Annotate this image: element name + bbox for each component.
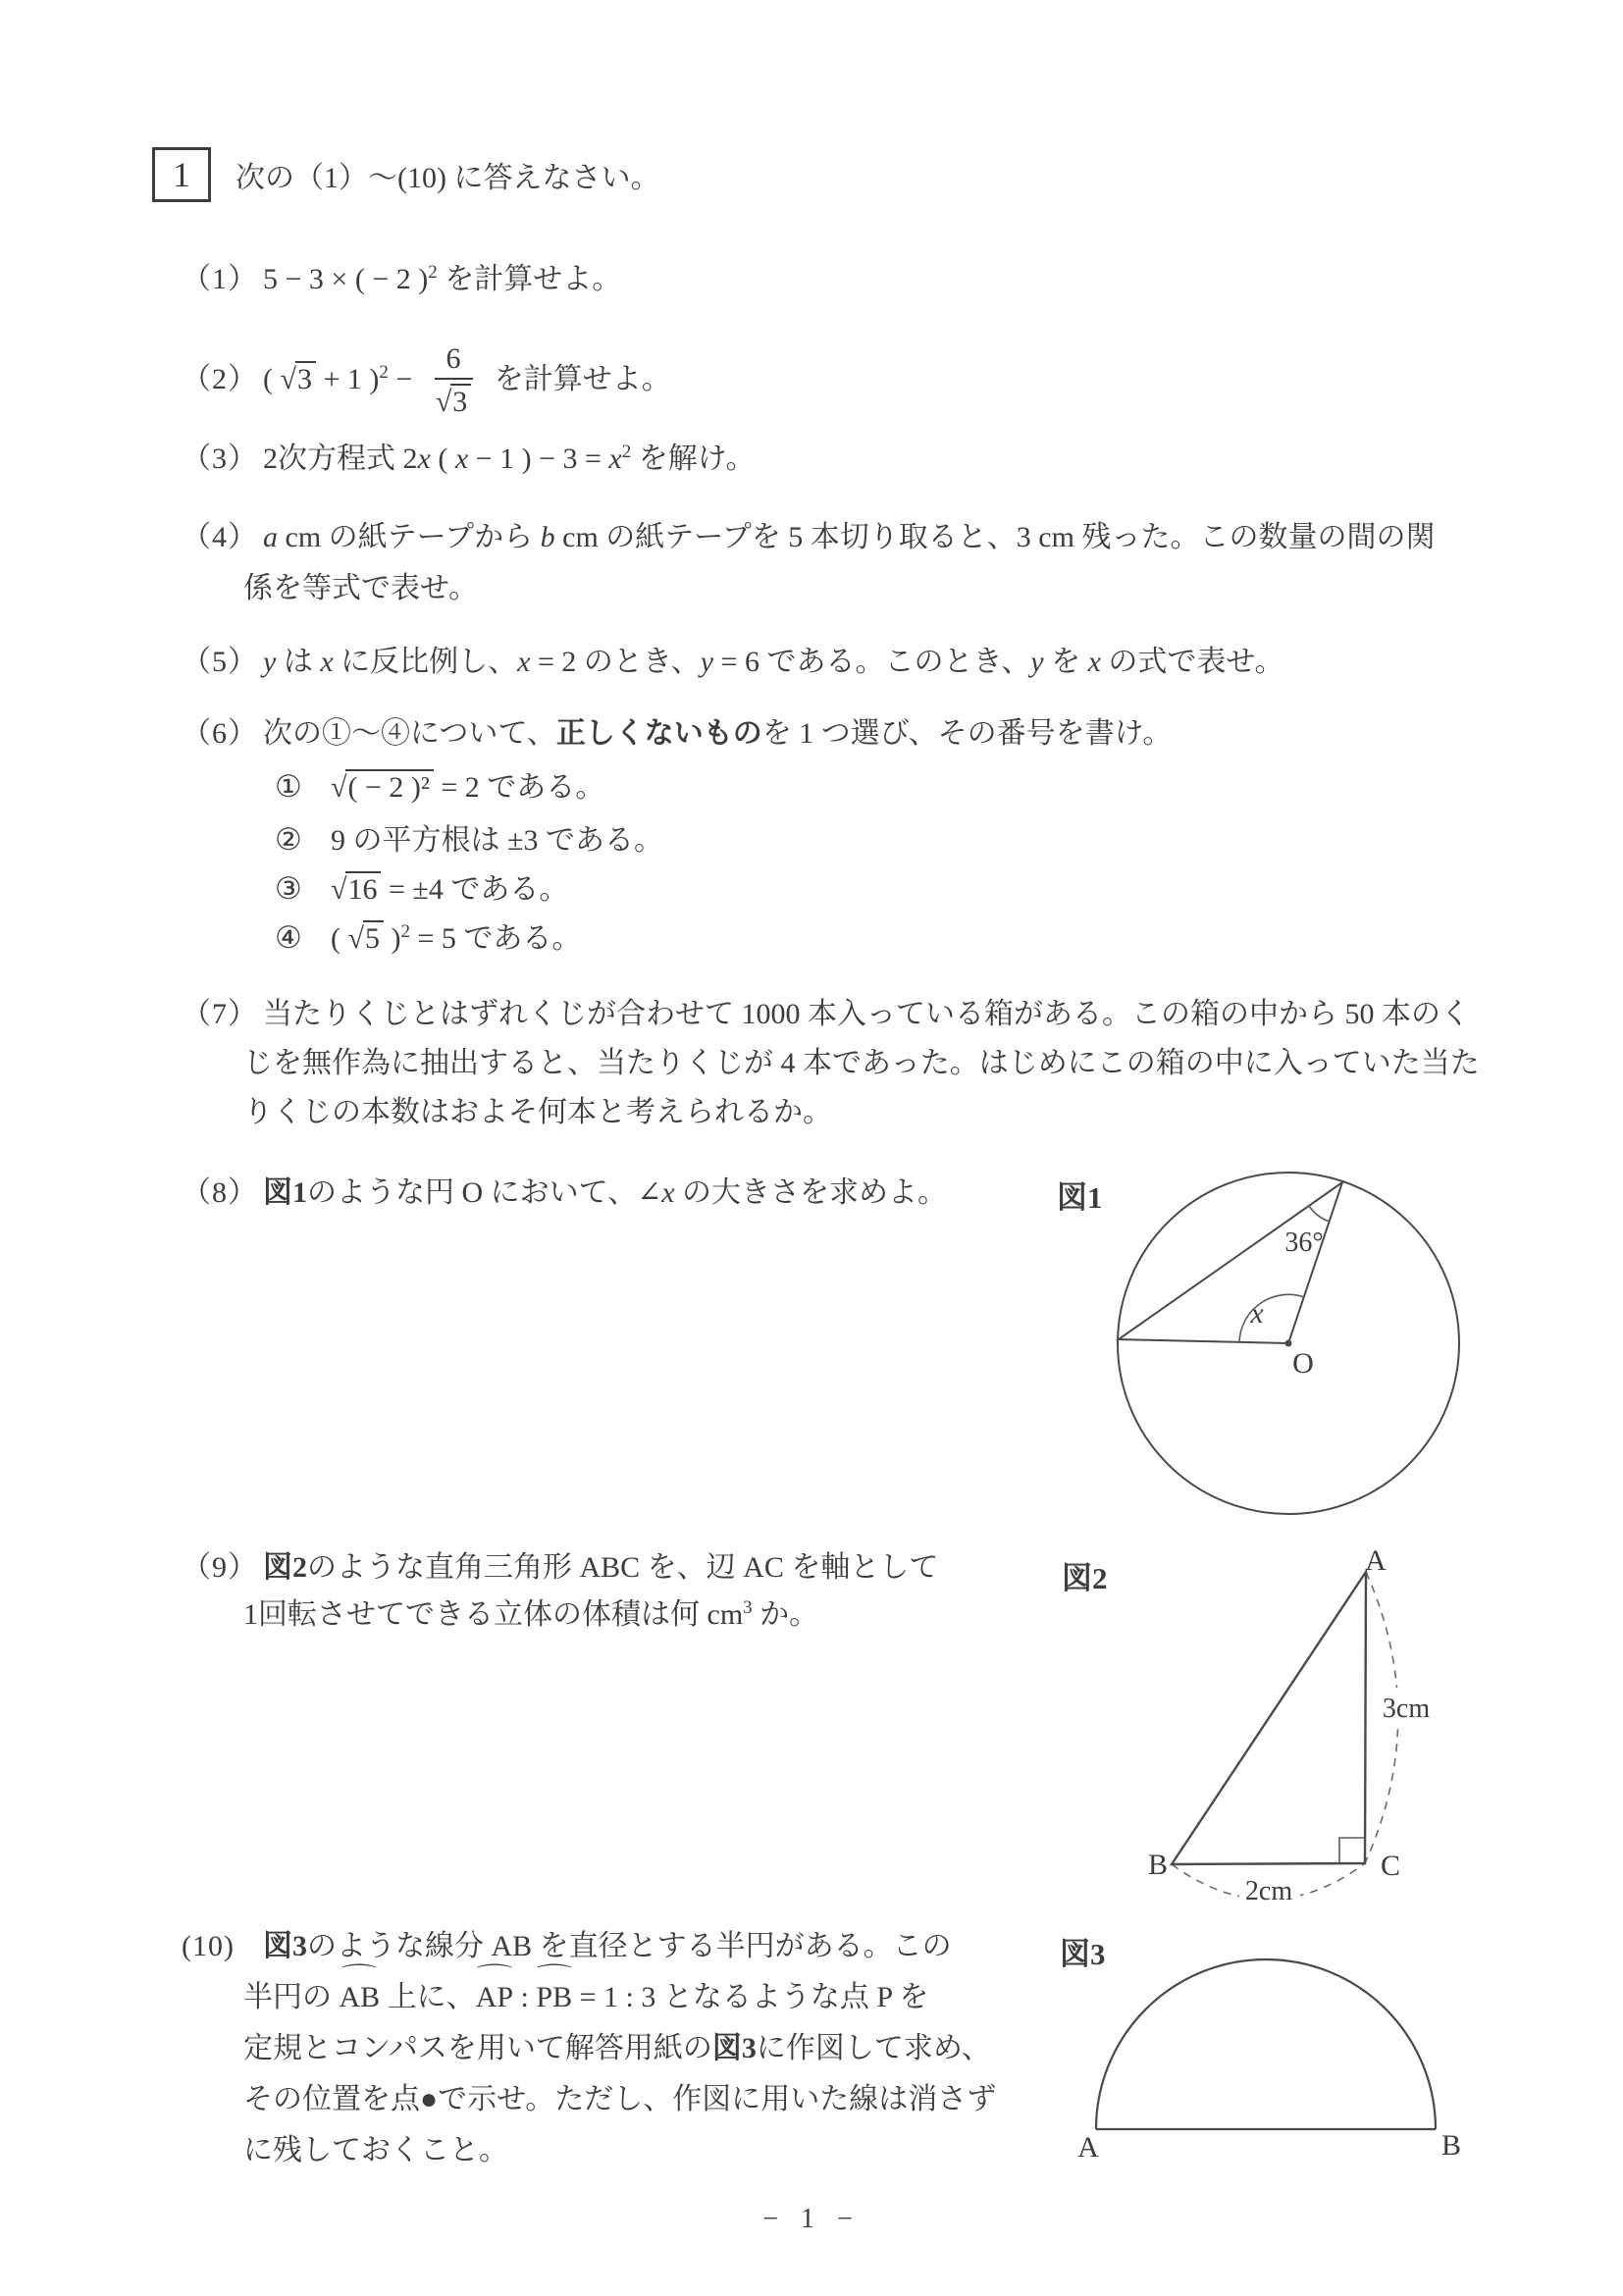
- choice-3-text: √16 = ±4 である。: [331, 873, 569, 906]
- vertex-c-label: C: [1380, 1850, 1401, 1882]
- problem-8-text: 図1のような円 O において、∠x の大きさを求めよ。: [263, 1176, 948, 1209]
- problem-6-choice-3: [275, 869, 568, 909]
- vertex-b-label: B: [1147, 1849, 1169, 1881]
- problem-9-text-line1: 図2のような直角三角形 ABC を、辺 AC を軸として: [263, 1551, 939, 1584]
- figure-3-label: 図3: [1060, 1937, 1106, 1971]
- choice-1-number: ①: [275, 769, 302, 804]
- problem-8-number: （8）: [182, 1176, 258, 1209]
- problem-6-choice-1: [275, 767, 604, 807]
- side-ac-label: 3cm: [1382, 1694, 1431, 1724]
- problem-1-text: 5 − 3 × ( − 2 )$^2$ を計算せよ。: [263, 262, 622, 295]
- choice-1-text: √( − 2 )² = 2 である。: [331, 771, 605, 804]
- problem-5-number: （5）: [182, 646, 258, 678]
- problem-6-choice-4: [275, 918, 581, 958]
- problem-10-text-line5: に残しておくこと。: [243, 2134, 508, 2166]
- end-a-label: A: [1077, 2131, 1099, 2164]
- end-b-label: B: [1440, 2129, 1462, 2162]
- problem-6-choice-2: [275, 820, 663, 860]
- problem-10: [182, 1927, 952, 1965]
- choice-2-number: ②: [275, 822, 302, 857]
- problem-2-number: （2）: [182, 363, 258, 396]
- problem-9-text-line2: 1回転させてできる立体の体積は何 $cm^3$ か。: [243, 1597, 819, 1631]
- problem-9-number: （9）: [182, 1551, 258, 1584]
- angle-36-arc: [1309, 1206, 1330, 1222]
- problem-4-text-line1: a cm の紙テープから b cm の紙テープを 5 本切り取ると、3 cm 残った。この数量の間の関: [263, 521, 1436, 553]
- problem-7-text-line3: りくじの本数はおよそ何本と考えられるか。: [243, 1096, 832, 1128]
- choice-4-number: ④: [275, 920, 302, 955]
- angle-x-label: x: [1250, 1297, 1264, 1330]
- problem-5-text: y は x に反比例し、x = 2 のとき、y = 6 である。このとき、y を x の式で表せ。: [263, 646, 1284, 678]
- right-angle-mark: [1339, 1838, 1365, 1863]
- figure-1: [1040, 1163, 1492, 1536]
- problem-9: [182, 1548, 938, 1587]
- problem-10-number: (10): [182, 1930, 235, 1962]
- problem-2: [182, 342, 671, 419]
- problem-6: [182, 714, 1172, 753]
- problem-3-text: 2次方程式 2x ( x − 1 ) − $3 = x^2$ を解け。: [263, 442, 756, 475]
- problem-7-text-line1: 当たりくじとはずれくじが合わせて 1000 本入っている箱がある。この箱の中から 50 本のく: [263, 998, 1470, 1030]
- figure-3: [1040, 1918, 1501, 2193]
- triangle-abc: [1172, 1572, 1366, 1864]
- figure-2: [1040, 1550, 1501, 1943]
- problem-6-number: （6）: [182, 717, 258, 750]
- page-number: − 1 −: [762, 2204, 861, 2234]
- figure-2-label: 図2: [1062, 1561, 1108, 1595]
- angle-x-arc: [1239, 1294, 1304, 1342]
- center-O-label: O: [1292, 1347, 1314, 1380]
- angle-36-label: 36°: [1284, 1227, 1324, 1258]
- problem-4-text-line2: 係を等式で表せ。: [243, 572, 479, 604]
- problem-3: [182, 440, 756, 478]
- problem-10-text-line2: 半円の ⌒ AB 上に、⌒ AP : ⌒ PB = 1 : 3 となるような点 P を: [243, 1978, 928, 2016]
- figure-2-drawing: [1040, 1550, 1501, 1943]
- section-number-box: [152, 147, 211, 202]
- problem-10-text-line4: その位置を点●で示せ。ただし、作図に用いた線は消さず: [243, 2083, 997, 2115]
- choice-2-text: 9 の平方根は ±3 である。: [331, 824, 663, 857]
- figure-3-drawing: [1040, 1918, 1501, 2193]
- center-point: [1285, 1340, 1292, 1347]
- section-instruction: 次の（1）～(10) に答えなさい。: [236, 162, 660, 194]
- figure-1-drawing: [1040, 1163, 1492, 1536]
- problem-3-number: （3）: [182, 443, 258, 475]
- problem-7-text-line2: じを無作為に抽出すると、当たりくじが 4 本であった。はじめにこの箱の中に入っていた当た: [243, 1047, 1480, 1079]
- problem-10-text-line3: 定規とコンパスを用いて解答用紙の図3に作図して求め、: [243, 2032, 991, 2064]
- problem-10-text-line1: 図3のような線分 AB を直径とする半円がある。この: [263, 1930, 952, 1962]
- problem-8: [182, 1174, 947, 1212]
- section-number: 1: [173, 155, 190, 194]
- problem-6-text: 次の①～④について、正しくないものを 1 つ選び、その番号を書け。: [263, 717, 1173, 750]
- problem-5: [182, 643, 1284, 681]
- problem-1-number: （1）: [182, 263, 258, 295]
- choice-4-text: ( √5 )$^2$ = 5 である。: [331, 921, 582, 955]
- semicircle-arc: [1096, 1959, 1436, 2129]
- problem-7: [182, 995, 1470, 1033]
- problem-7-number: （7）: [182, 998, 258, 1030]
- vertex-a-label: A: [1365, 1550, 1387, 1577]
- problem-4: [182, 518, 1435, 556]
- problem-1: [182, 260, 621, 298]
- figure-1-label: 図1: [1057, 1180, 1103, 1215]
- problem-2-text: ( √3 + 1 )$^2$ − $\frac{6}{√3}$ を計算せよ。: [263, 342, 671, 418]
- problem-4-number: （4）: [182, 521, 258, 553]
- side-bc-label: 2cm: [1244, 1876, 1293, 1906]
- choice-3-number: ③: [275, 871, 302, 906]
